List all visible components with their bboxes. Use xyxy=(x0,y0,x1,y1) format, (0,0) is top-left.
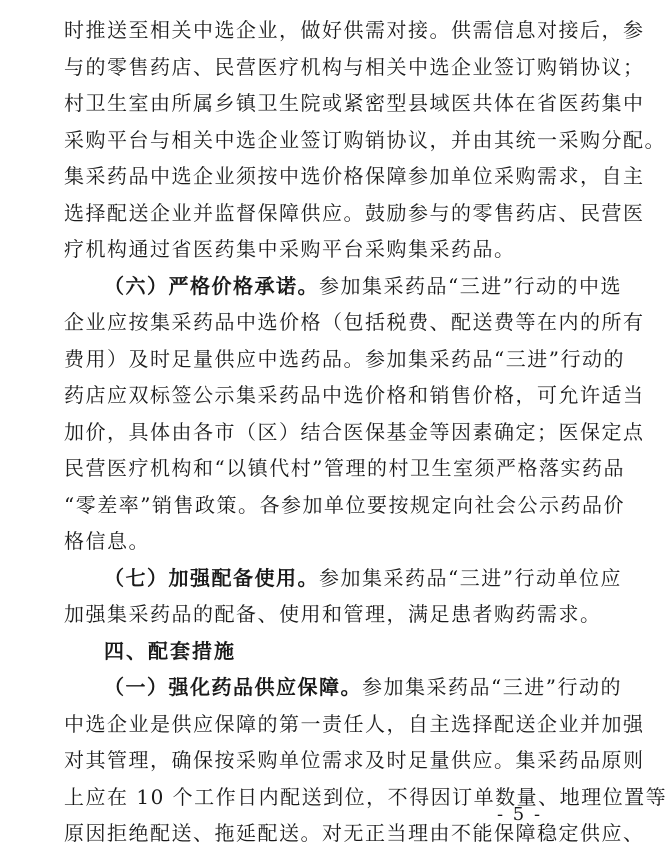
text-run: 选择配送企业并监督保障供应。鼓励参与的零售药店、民营医 xyxy=(64,200,645,225)
text-line xyxy=(64,310,645,347)
text-line xyxy=(64,54,645,92)
subsection-title: （六）严格价格承诺。 xyxy=(104,273,319,298)
text-line xyxy=(64,602,602,639)
section-heading xyxy=(64,639,584,676)
text-line xyxy=(64,273,622,311)
text-run: 原因拒绝配送、拖延配送。对无正当理由不能保障稳定供应、 xyxy=(64,821,645,845)
text-run: 与的零售药店、民营医疗机构与相关中选企业签订购销协议； xyxy=(64,54,645,79)
text-run: 疗机构通过省医药集中采购平台采购集采药品。 xyxy=(64,237,516,261)
text-run: 参加集采药品“三进”行动单位应 xyxy=(319,565,622,590)
text-run: 加强集采药品的配备、使用和管理，满足患者购药需求。 xyxy=(64,602,602,626)
text-line xyxy=(64,821,645,858)
text-run: 时推送至相关中选企业，做好供需对接。供需信息对接后，参 xyxy=(64,18,645,42)
text-run: 格信息。 xyxy=(64,529,150,553)
text-line xyxy=(64,346,625,384)
text-run: 费用）及时足量供应中选药品。参加集采药品“三进”行动的 xyxy=(64,346,625,371)
text-run: 村卫生室由所属乡镇卫生院或紧密型县域医共体在省医药集中 xyxy=(64,91,645,115)
text-line xyxy=(64,675,622,712)
text-run: 民营医疗机构和“以镇代村”管理的村卫生室须严格落实药品 xyxy=(64,456,625,480)
text-line xyxy=(64,711,645,749)
text-line xyxy=(64,419,645,457)
text-line xyxy=(64,492,625,530)
text-line xyxy=(64,18,645,55)
subsection-title: （一）强化药品供应保障。 xyxy=(104,675,362,699)
text-run: 药店应双标签公示集采药品中选价格和销售价格，可允许适当 xyxy=(64,383,645,407)
text-run: 对其管理，确保按采购单位需求及时足量供应。集采药品原则 xyxy=(64,748,645,772)
text-line xyxy=(64,748,645,785)
text-line xyxy=(64,164,645,201)
text-run: 上应在 10 个工作日内配送到位，不得因订单数量、地理位置等 xyxy=(64,784,667,809)
text-run: 企业应按集采药品中选价格（包括税费、配送费等在内的所有 xyxy=(64,310,645,334)
page-number: - 5 - xyxy=(497,804,543,825)
text-run: 参加集采药品“三进”行动的 xyxy=(362,675,622,699)
text-line xyxy=(64,200,645,238)
text-line xyxy=(64,237,584,274)
text-run: 中选企业是供应保障的第一责任人，自主选择配送企业并加强 xyxy=(64,711,645,736)
document-body xyxy=(64,18,667,858)
text-run: “零差率”销售政策。各参加单位要按规定向社会公示药品价 xyxy=(64,492,625,517)
text-line xyxy=(64,529,584,566)
text-line xyxy=(64,565,622,603)
text-line xyxy=(64,383,645,420)
text-line xyxy=(64,91,645,128)
text-run: 采购平台与相关中选企业签订购销协议，并由其统一采购分配。 xyxy=(64,127,666,152)
text-run: 集采药品中选企业须按中选价格保障参加单位采购需求，自主 xyxy=(64,164,645,188)
subsection-title: （七）加强配备使用。 xyxy=(104,565,319,590)
text-run: 四、配套措施 xyxy=(104,638,236,663)
text-run: 加价，具体由各市（区）结合医保基金等因素确定；医保定点 xyxy=(64,419,645,444)
text-run: 参加集采药品“三进”行动的中选 xyxy=(319,273,622,298)
text-line xyxy=(64,127,666,165)
text-line xyxy=(64,456,625,493)
